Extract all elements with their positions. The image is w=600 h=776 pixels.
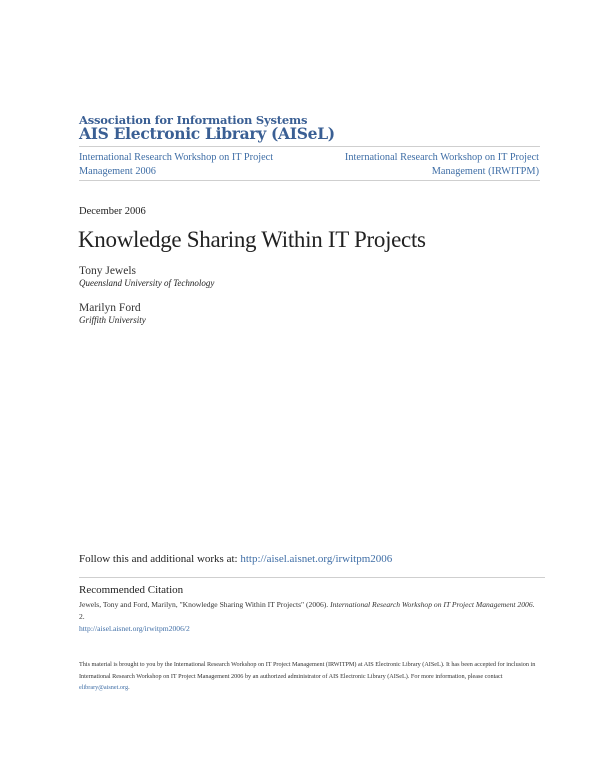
author-affiliation: Queensland University of Technology [79,278,215,288]
footer-notice [79,659,541,694]
publication-date: December 2006 [79,206,146,217]
citation-venue: International Research Workshop on IT Project Management 2006 [330,600,533,609]
breadcrumb-workshop-2006[interactable] [79,151,273,179]
divider [79,180,540,181]
citation-authors-title: Jewels, Tony and Ford, Marilyn, "Knowledge Sharing Within IT Projects" (2006). [79,600,331,609]
breadcrumb-left-line1: International Research Workshop on IT Project [79,152,274,163]
breadcrumb-right-line1: International Research Workshop on IT Project [344,152,539,163]
follow-label: Follow this and additional works at: [79,553,241,565]
citation-heading: Recommended Citation [79,584,184,596]
library-name-link[interactable]: AIS Electronic Library (AISeL) [79,124,335,143]
divider [79,577,545,578]
footer-text: This material is brought to you by the International Research Workshop on IT Project Management (IRWITPM) at AIS Electronic Library (AISeL). It has been accepted for inclusion in International Research Workshop on IT Project Management 2006 by an authorized administrator of AIS Electronic Library (AISeL). For more information, please contact [79,661,536,680]
follow-line [79,553,392,565]
follow-link[interactable]: http://aisel.aisnet.org/irwitpm2006 [240,553,393,565]
divider [79,146,540,147]
paper-title: Knowledge Sharing Within IT Projects [78,227,426,252]
breadcrumb-irwitpm[interactable] [345,151,539,179]
contact-email-link[interactable]: elibrary@aisnet.org [79,684,129,691]
footer-period: . [128,684,130,691]
citation-number: . 2. [79,600,535,621]
organization-name: Association for Information Systems [79,113,308,127]
author-block [79,302,146,325]
breadcrumb-left-line2: Management 2006 [79,166,156,177]
author-name: Marilyn Ford [79,302,141,314]
breadcrumb-right-line2: Management (IRWITPM) [431,166,539,177]
citation-text [79,599,539,635]
citation-link[interactable]: http://aisel.aisnet.org/irwitpm2006/2 [79,624,190,633]
author-name: Tony Jewels [79,265,137,277]
author-affiliation: Griffith University [79,315,146,325]
author-block [79,265,214,288]
